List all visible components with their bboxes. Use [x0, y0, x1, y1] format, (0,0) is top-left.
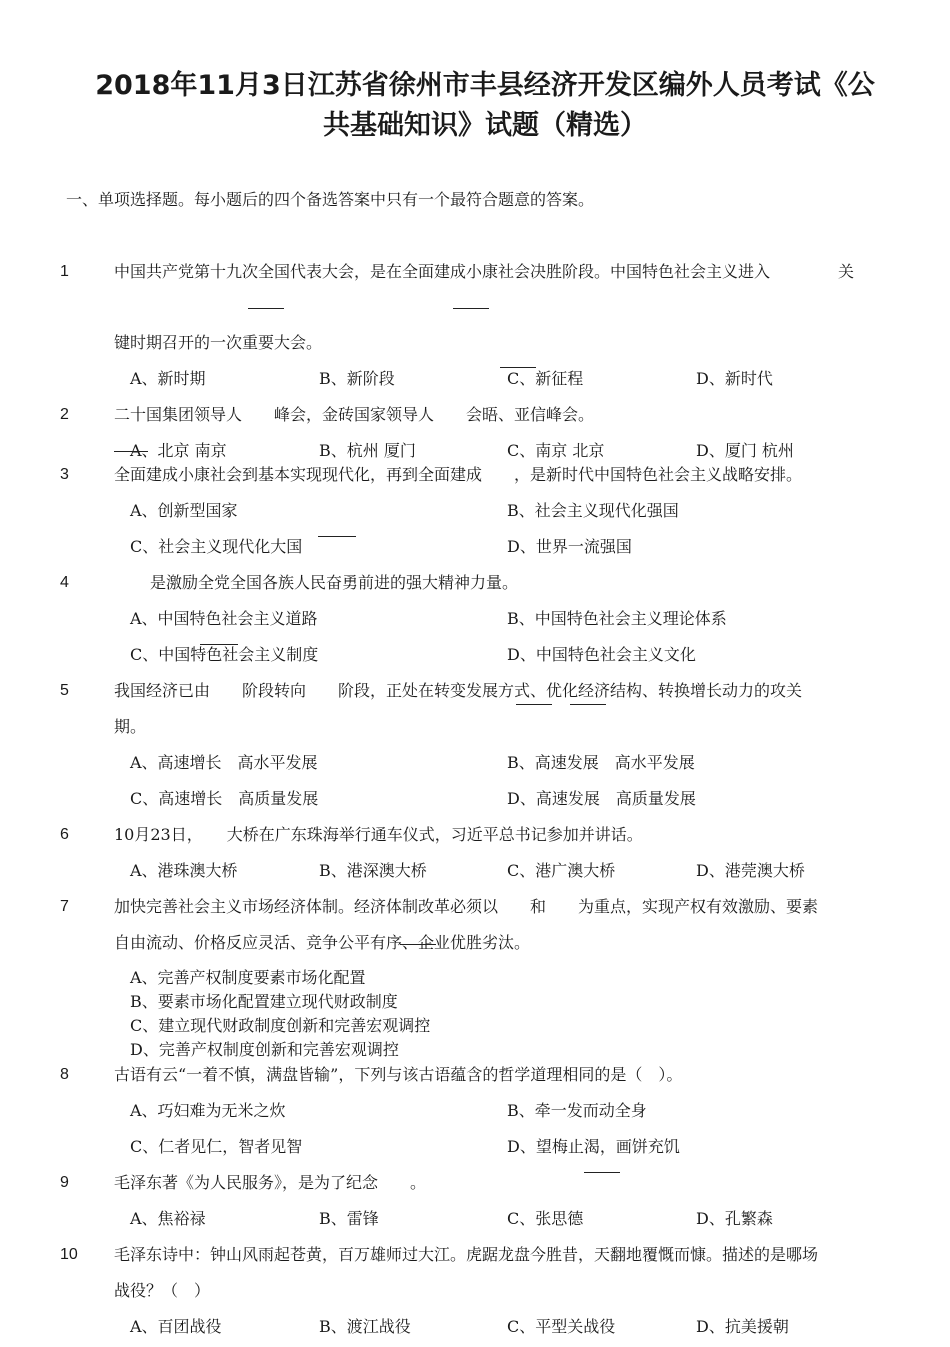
option-d[interactable]: D、抗美援朝 [696, 1317, 789, 1336]
title-line-1: 2018年11月3日江苏省徐州市丰县经济开发区编外人员考试《公 [95, 70, 875, 101]
question-stem: 10月23日， 大桥在广东珠海举行通车仪式，习近平总书记参加并讲话。 [114, 825, 643, 844]
blank-line [570, 704, 606, 705]
option-d[interactable]: D、望梅止渴，画饼充饥 [507, 1137, 680, 1156]
option-c[interactable]: C、平型关战役 [507, 1317, 616, 1336]
option-b[interactable]: B、港深澳大桥 [319, 861, 427, 880]
option-b[interactable]: B、雷锋 [319, 1209, 379, 1228]
blank-line [500, 367, 536, 368]
blank-line [318, 536, 356, 537]
question-stem: 古语有云“一着不慎，满盘皆输”，下列与该古语蕴含的哲学道理相同的是（ ）。 [114, 1065, 683, 1084]
question-number: 4 [60, 574, 69, 591]
option-c[interactable]: C、新征程 [507, 369, 584, 388]
document-title [60, 66, 910, 146]
option-d[interactable]: D、完善产权制度创新和完善宏观调控 [130, 1040, 399, 1059]
option-c[interactable]: C、港广澳大桥 [507, 861, 616, 880]
option-c[interactable]: C、社会主义现代化大国 [130, 537, 303, 556]
question-stem: 我国经济已由 阶段转向 阶段，正处在转变发展方式、优化经济结构、转换增长动力的攻关 [114, 681, 803, 700]
option-b[interactable]: B、要素市场化配置建立现代财政制度 [130, 992, 398, 1011]
option-b[interactable]: B、高速发展 高水平发展 [507, 753, 695, 772]
option-c[interactable]: C、张思德 [507, 1209, 584, 1228]
option-c[interactable]: C、中国特色社会主义制度 [130, 645, 319, 664]
option-b[interactable]: B、杭州 厦门 [319, 441, 416, 460]
option-d[interactable]: D、港莞澳大桥 [696, 861, 805, 880]
section-instruction: 一、单项选择题。每小题后的四个备选答案中只有一个最符合题意的答案。 [66, 190, 595, 209]
option-c[interactable]: C、建立现代财政制度创新和完善宏观调控 [130, 1016, 431, 1035]
option-a[interactable]: A、新时期 [130, 369, 206, 388]
question-stem: 毛泽东著《为人民服务》，是为了纪念 。 [114, 1173, 427, 1192]
question-number: 6 [60, 826, 69, 843]
option-c[interactable]: C、仁者见仁，智者见智 [130, 1137, 303, 1156]
option-a[interactable]: A、创新型国家 [130, 501, 238, 520]
option-b[interactable]: B、社会主义现代化强国 [507, 501, 679, 520]
question-stem: 加快完善社会主义市场经济体制。经济体制改革必须以 和 为重点，实现产权有效激励、要素 [114, 897, 819, 916]
option-a[interactable]: A、中国特色社会主义道路 [130, 609, 318, 628]
question-number: 10 [60, 1246, 78, 1263]
question-number: 8 [60, 1066, 69, 1083]
option-c[interactable]: C、高速增长 高质量发展 [130, 789, 319, 808]
question-number: 3 [60, 466, 69, 483]
option-b[interactable]: B、渡江战役 [319, 1317, 411, 1336]
option-b[interactable]: B、中国特色社会主义理论体系 [507, 609, 727, 628]
title-line-2: 共基础知识》试题（精选） [323, 110, 647, 141]
question-stem: 二十国集团领导人 峰会，金砖国家领导人 会晤、亚信峰会。 [114, 405, 595, 424]
question-number: 2 [60, 406, 69, 423]
option-b[interactable]: B、新阶段 [319, 369, 395, 388]
question-stem-tail: 关 [838, 262, 855, 281]
question-number: 9 [60, 1174, 69, 1191]
strike-mark [400, 944, 436, 945]
option-d[interactable]: D、厦门 杭州 [696, 441, 794, 460]
option-a[interactable]: A、港珠澳大桥 [130, 861, 238, 880]
question-stem: 中国共产党第十九次全国代表大会，是在全面建成小康社会决胜阶段。中国特色社会主义进入 [114, 262, 771, 281]
question-stem-line2: 键时期召开的一次重要大会。 [114, 333, 323, 352]
option-d[interactable]: D、中国特色社会主义文化 [507, 645, 696, 664]
question-stem: 全面建成小康社会到基本实现现代化，再到全面建成 ，是新时代中国特色社会主义战略安排。 [114, 465, 803, 484]
question-stem-line2: 战役？（ ） [114, 1281, 211, 1300]
question-stem-line2: 自由流动、价格反应灵活、竞争公平有序、企业优胜劣汰。 [114, 933, 531, 952]
question-number: 5 [60, 682, 69, 699]
option-a[interactable]: A、百团战役 [130, 1317, 222, 1336]
option-a[interactable]: A、巧妇难为无米之炊 [130, 1101, 286, 1120]
option-d[interactable]: D、新时代 [696, 369, 773, 388]
question-stem: 是激励全党全国各族人民奋勇前进的强大精神力量。 [150, 573, 519, 592]
option-a[interactable]: A、完善产权制度要素市场化配置 [130, 968, 366, 987]
option-b[interactable]: B、牵一发而动全身 [507, 1101, 647, 1120]
blank-line [248, 308, 284, 309]
question-number: 7 [60, 898, 69, 915]
option-d[interactable]: D、世界一流强国 [507, 537, 632, 556]
option-d[interactable]: D、孔繁森 [696, 1209, 773, 1228]
question-stem: 毛泽东诗中：钟山风雨起苍黄，百万雄师过大江。虎踞龙盘今胜昔，天翻地覆慨而慷。描述的是哪场 [114, 1245, 819, 1264]
option-a[interactable]: A、焦裕禄 [130, 1209, 206, 1228]
blank-line [453, 308, 489, 309]
question-stem-line2: 期。 [114, 717, 147, 736]
option-d[interactable]: D、高速发展 高质量发展 [507, 789, 696, 808]
strike-mark [114, 451, 148, 452]
option-c[interactable]: C、南京 北京 [507, 441, 605, 460]
option-a[interactable]: A、高速增长 高水平发展 [130, 753, 318, 772]
blank-line [516, 704, 552, 705]
option-a[interactable]: A、北京 南京 [130, 441, 227, 460]
question-number: 1 [60, 263, 69, 280]
blank-line [584, 1172, 620, 1173]
